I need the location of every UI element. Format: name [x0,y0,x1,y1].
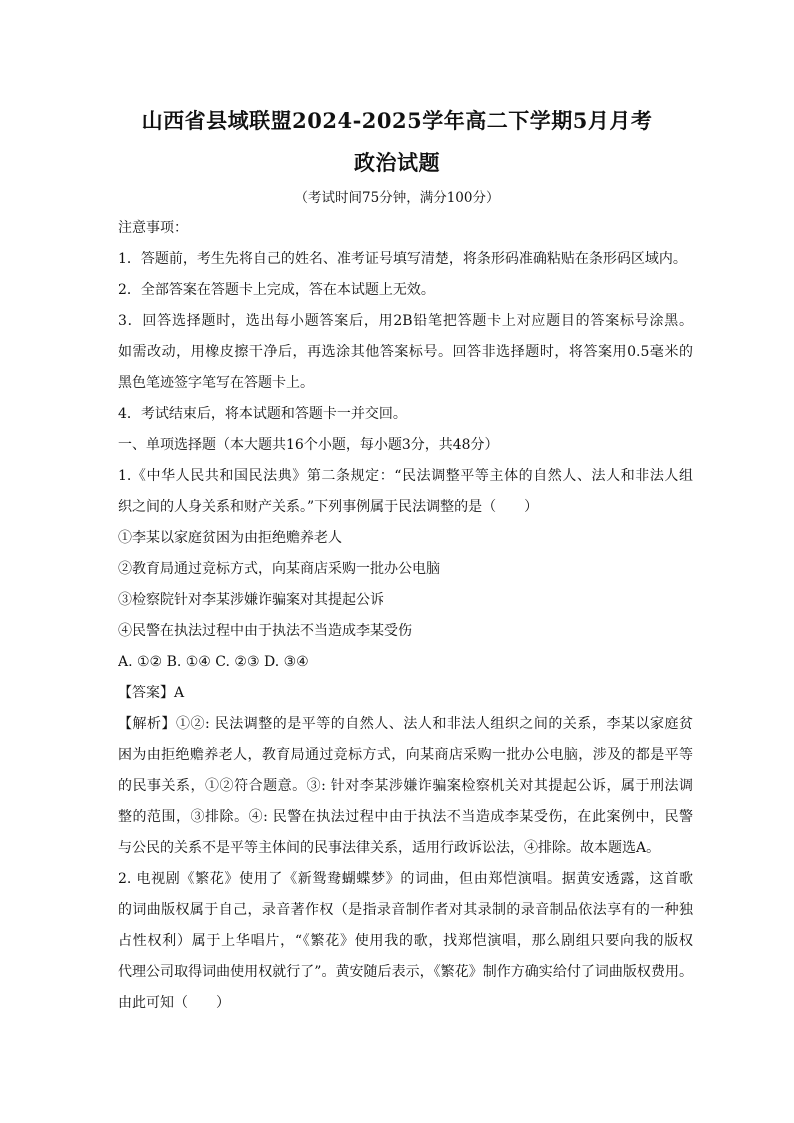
q1-option: ②教育局通过竞标方式，向某商店采购一批办公电脑 [118,561,440,577]
note-item: 2．全部答案在答题卡上完成，答在本试题上无效。 [118,282,435,298]
q1-analysis-line: 与公民的关系不是平等主体间的民事法律关系，适用行政诉讼法，④排除。故本题选A。 [118,840,661,856]
exam-info: （考试时间75分钟，满分100分） [294,190,500,206]
q2-stem-line: 代理公司取得词曲使用权就行了”。黄安随后表示，《繁花》制作方确实给付了词曲版权费用。 [118,964,693,980]
q1-choices: A. ①② B. ①④ C. ②③ D. ③④ [118,654,309,670]
note-item: 4．考试结束后，将本试题和答题卡一并交回。 [118,406,407,422]
q2-stem-line: 占性权利）属于上华唱片，“《繁花》使用我的歌，找郑恺演唱，那么剧组只要向我的版权 [118,933,693,949]
exam-subject: 政治试题 [354,150,440,175]
exam-title: 山西省县域联盟2024-2025学年高二下学期5月月考 [141,108,653,133]
section-heading: 一、单项选择题（本大题共16个小题，每小题3分，共48分） [118,437,499,453]
note-item: 如需改动，用橡皮擦干净后，再选涂其他答案标号。回答非选择题时，将答案用0.5毫米的 [118,344,693,360]
q1-analysis-line: 整的范围，③排除。④: 民警在执法过程中由于执法不当造成李某受伤，在此案例中，民警 [118,809,693,825]
q1-stem-line: 织之间的人身关系和财产关系。”下列事例属于民法调整的是（ ） [118,499,539,515]
q1-analysis-line: 【解析】①②: 民法调整的是平等的自然人、法人和非法人组织之间的关系，李某以家庭贫 [118,716,693,732]
notes-heading: 注意事项： [118,220,188,236]
q1-option: ③检察院针对李某涉嫌诈骗案对其提起公诉 [118,592,384,608]
q2-stem-line: 由此可知（ ） [118,995,230,1011]
q1-analysis-line: 困为由拒绝赡养老人，教育局通过竞标方式，向某商店采购一批办公电脑，涉及的都是平等 [118,747,693,763]
q1-option: ④民警在执法过程中由于执法不当造成李某受伤 [118,623,412,639]
q1-analysis-line: 的民事关系，①②符合题意。③: 针对李某涉嫌诈骗案检察机关对其提起公诉，属于刑法调 [118,778,693,794]
q1-answer: 【答案】A [118,685,185,701]
q1-stem-line: 1.《中华人民共和国民法典》第二条规定：“民法调整平等主体的自然人、法人和非法人组 [118,468,693,484]
q2-stem-line: 的词曲版权属于自己，录音著作权（是指录音制作者对其录制的录音制品依法享有的一种独 [118,902,693,918]
note-item: 黑色笔迹签字笔写在答题卡上。 [118,375,314,391]
note-item: 1．答题前，考生先将自己的姓名、准考证号填写清楚，将条形码准确粘贴在条形码区域内。 [118,251,687,267]
q1-option: ①李某以家庭贫困为由拒绝赡养老人 [118,530,342,546]
q2-stem-line: 2. 电视剧《繁花》使用了《新鸳鸯蝴蝶梦》的词曲，但由郑恺演唱。据黄安透露，这首歌 [118,871,693,887]
note-item: 3．回答选择题时，选出每小题答案后，用2B铅笔把答题卡上对应题目的答案标号涂黑。 [118,313,693,329]
exam-body [118,213,693,1019]
